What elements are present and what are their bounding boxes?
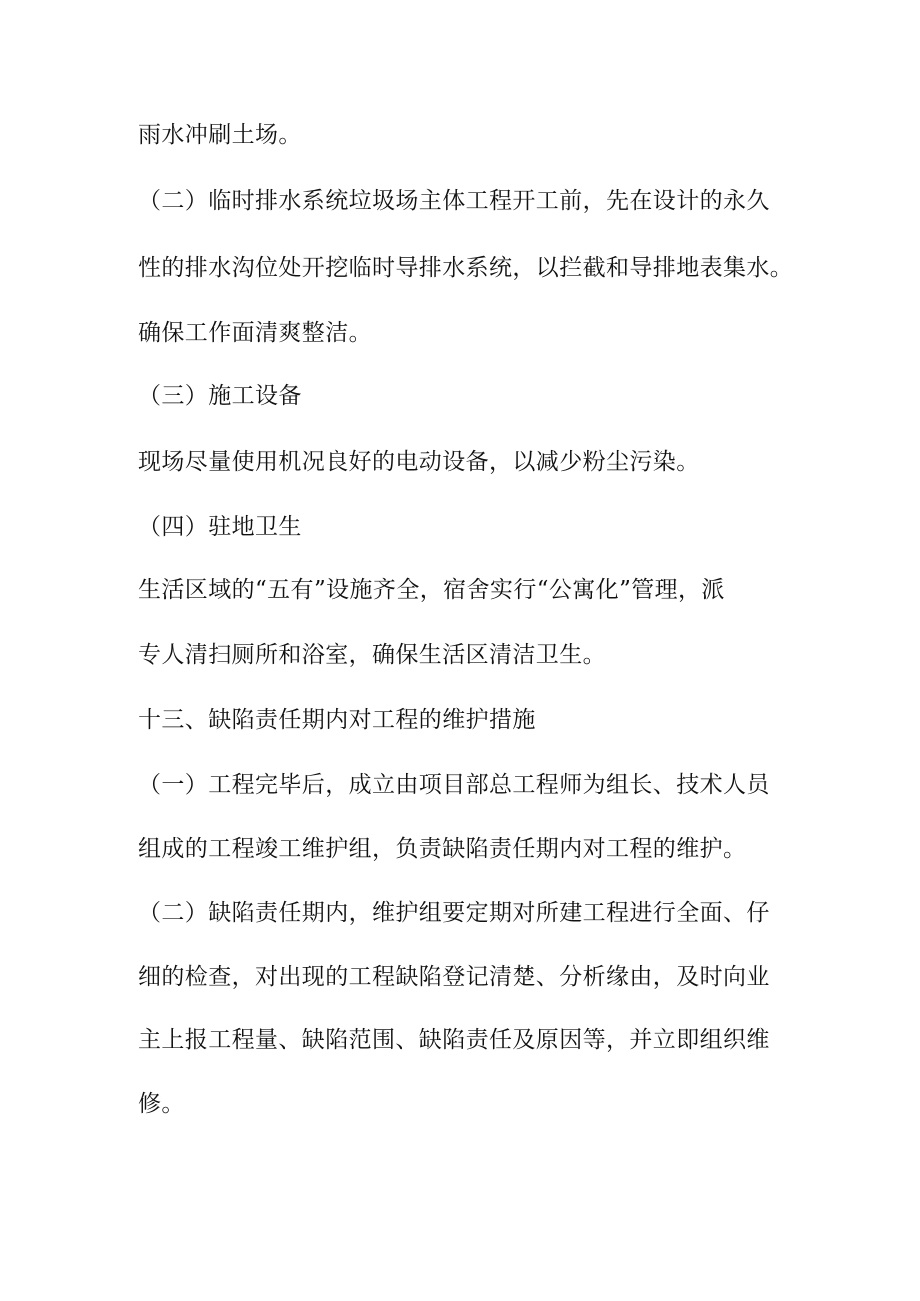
text-line: 确保工作面清爽整洁。 [138,320,372,346]
text-line: （二）临时排水系统垃圾场主体工程开工前，先在设计的永久 [138,188,770,214]
text-line: 性的排水沟位处开挖临时导排水系统，以拦截和导排地表集水。 [138,255,794,281]
text-line: 雨水冲刷土场。 [138,122,302,148]
text-line: 修。 [138,1091,185,1117]
text-line: （二）缺陷责任期内，维护组要定期对所建工程进行全面、仔 [138,900,770,926]
text-line: 专人清扫厕所和浴室，确保生活区清洁卫生。 [138,642,606,668]
text-line: 细的检查，对出现的工程缺陷登记清楚、分析缘由，及时向业 [138,964,770,990]
text-line: 主上报工程量、缺陷范围、缺陷责任及原因等，并立即组织维 [138,1027,770,1053]
text-line: 生活区域的“五有”设施齐全，宿舍实行“公寓化”管理，派 [138,577,725,603]
text-line: 现场尽量使用机况良好的电动设备，以减少粉尘污染。 [138,449,700,475]
section-heading: （三）施工设备 [138,383,302,409]
section-heading: （四）驻地卫生 [138,514,302,540]
text-line: 组成的工程竣工维护组，负责缺陷责任期内对工程的维护。 [138,836,747,862]
chapter-heading: 十三、缺陷责任期内对工程的维护措施 [138,707,536,733]
text-line: （一）工程完毕后，成立由项目部总工程师为组长、技术人员 [138,772,770,798]
